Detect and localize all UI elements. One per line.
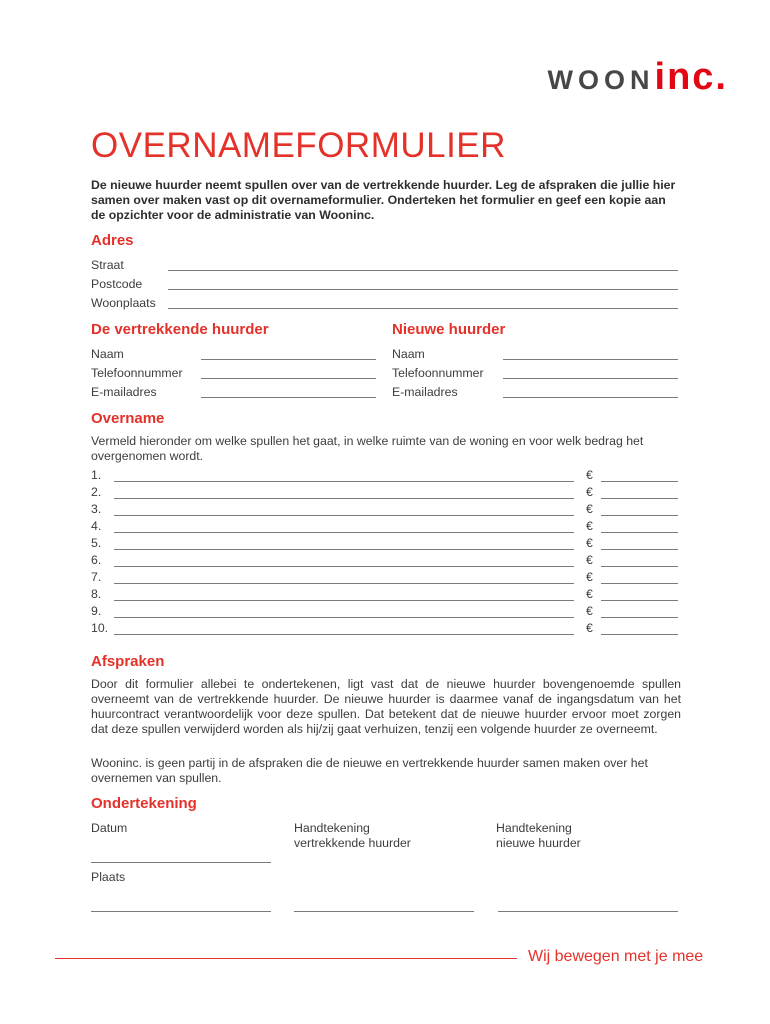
overname-item-field[interactable] (114, 566, 574, 567)
sig-vertrekkend-label-1: Handtekening (294, 821, 370, 835)
euro-sign: € (586, 570, 593, 584)
nieuw-naam-label: Naam (392, 347, 425, 361)
postcode-label: Postcode (91, 277, 143, 291)
overname-item-field[interactable] (114, 634, 574, 635)
overname-amount-field[interactable] (601, 515, 678, 516)
overname-item-field[interactable] (114, 600, 574, 601)
woonplaats-label: Woonplaats (91, 296, 156, 310)
overname-row-number: 1. (91, 468, 102, 482)
overname-heading: Overname (91, 410, 165, 427)
overname-amount-field[interactable] (601, 634, 678, 635)
page-title: OVERNAMEFORMULIER (91, 126, 506, 165)
nieuw-email-label: E-mailadres (392, 385, 458, 399)
euro-sign: € (586, 468, 593, 482)
overname-amount-field[interactable] (601, 498, 678, 499)
sig-nieuw-label-2: nieuwe huurder (496, 836, 581, 850)
plaats-field[interactable] (91, 911, 271, 912)
overname-amount-field[interactable] (601, 532, 678, 533)
overname-amount-field[interactable] (601, 583, 678, 584)
overname-row-number: 10. (91, 621, 109, 635)
wooninc-logo (548, 56, 728, 99)
vertrekkende-huurder-heading: De vertrekkende huurder (91, 321, 269, 338)
straat-field[interactable] (168, 270, 678, 271)
logo-part-inc: inc. (654, 56, 728, 98)
overname-amount-field[interactable] (601, 481, 678, 482)
nieuw-email-field[interactable] (503, 397, 678, 398)
nieuw-naam-field[interactable] (503, 359, 678, 360)
overname-row-number: 3. (91, 502, 102, 516)
sig-vertrekkend-label-2: vertrekkende huurder (294, 836, 411, 850)
overname-item-field[interactable] (114, 498, 574, 499)
signature-vertrekkend-field[interactable] (294, 911, 474, 912)
overname-intro: Vermeld hieronder om welke spullen het gaat, in welke ruimte van de woning en voor welk bedrag het overgenomen wordt. (91, 434, 644, 463)
overname-row-number: 4. (91, 519, 102, 533)
overname-item-field[interactable] (114, 617, 574, 618)
nieuw-telefoon-field[interactable] (503, 378, 678, 379)
euro-sign: € (586, 519, 593, 533)
overname-row-number: 6. (91, 553, 102, 567)
euro-sign: € (586, 502, 593, 516)
ondertekening-heading: Ondertekening (91, 795, 197, 812)
overname-amount-field[interactable] (601, 549, 678, 550)
euro-sign: € (586, 485, 593, 499)
datum-label: Datum (91, 821, 128, 835)
intro-text: De nieuwe huurder neemt spullen over van de vertrekkende huurder. Leg de afspraken die jullie hier samen over maken vast op dit overnameformulier. Onderteken het formulier en geef een kopie aan de opzichter voor de administratie van Wooninc. (91, 178, 676, 222)
sig-nieuw-label-1: Handtekening (496, 821, 572, 835)
plaats-label: Plaats (91, 870, 126, 884)
euro-sign: € (586, 621, 593, 635)
vertrekkend-telefoon-field[interactable] (201, 378, 376, 379)
vertrekkend-naam-label: Naam (91, 347, 124, 361)
overname-row-number: 2. (91, 485, 102, 499)
logo-part-woon: WOON (547, 65, 655, 95)
overname-item-field[interactable] (114, 549, 574, 550)
overname-row-number: 5. (91, 536, 102, 550)
overname-amount-field[interactable] (601, 617, 678, 618)
overname-item-field[interactable] (114, 532, 574, 533)
postcode-field[interactable] (168, 289, 678, 290)
afspraken-paragraph-2: Wooninc. is geen partij in de afspraken die de nieuwe en vertrekkende huurder samen maken over het overnemen van spullen. (91, 756, 648, 785)
nieuwe-huurder-heading: Nieuwe huurder (392, 321, 506, 338)
datum-field[interactable] (91, 862, 271, 863)
overname-item-field[interactable] (114, 515, 574, 516)
overname-item-field[interactable] (114, 583, 574, 584)
afspraken-heading: Afspraken (91, 653, 165, 670)
euro-sign: € (586, 536, 593, 550)
overname-row-number: 9. (91, 604, 102, 618)
overname-amount-field[interactable] (601, 566, 678, 567)
vertrekkend-naam-field[interactable] (201, 359, 376, 360)
woonplaats-field[interactable] (168, 308, 678, 309)
adres-heading: Adres (91, 232, 134, 249)
straat-label: Straat (91, 258, 124, 272)
euro-sign: € (586, 604, 593, 618)
overname-row-number: 8. (91, 587, 102, 601)
vertrekkend-email-label: E-mailadres (91, 385, 157, 399)
euro-sign: € (586, 587, 593, 601)
signature-nieuw-field[interactable] (498, 911, 678, 912)
overname-row-number: 7. (91, 570, 102, 584)
vertrekkend-email-field[interactable] (201, 397, 376, 398)
afspraken-paragraph-1: Door dit formulier allebei te ondertekenen, ligt vast dat de nieuwe huurder bovengenoemde spullen overneemt van de vertrekkende huurder. De nieuwe huurder is daarmee vanaf de ingangsdatum van het huurcontract verantwoordelijk voor deze spullen. Dat betekent dat de nieuwe huurder ervoor moet zorgen dat deze spullen verwijderd worden als hij/zij gaat verhuizen, tenzij een volgende huurder ze overneemt. (91, 677, 681, 736)
footer-divider (55, 958, 517, 959)
slogan: Wij bewegen met je mee (528, 948, 704, 965)
vertrekkend-telefoon-label: Telefoonnummer (91, 366, 183, 380)
euro-sign: € (586, 553, 593, 567)
overname-item-field[interactable] (114, 481, 574, 482)
nieuw-telefoon-label: Telefoonnummer (392, 366, 484, 380)
overname-amount-field[interactable] (601, 600, 678, 601)
